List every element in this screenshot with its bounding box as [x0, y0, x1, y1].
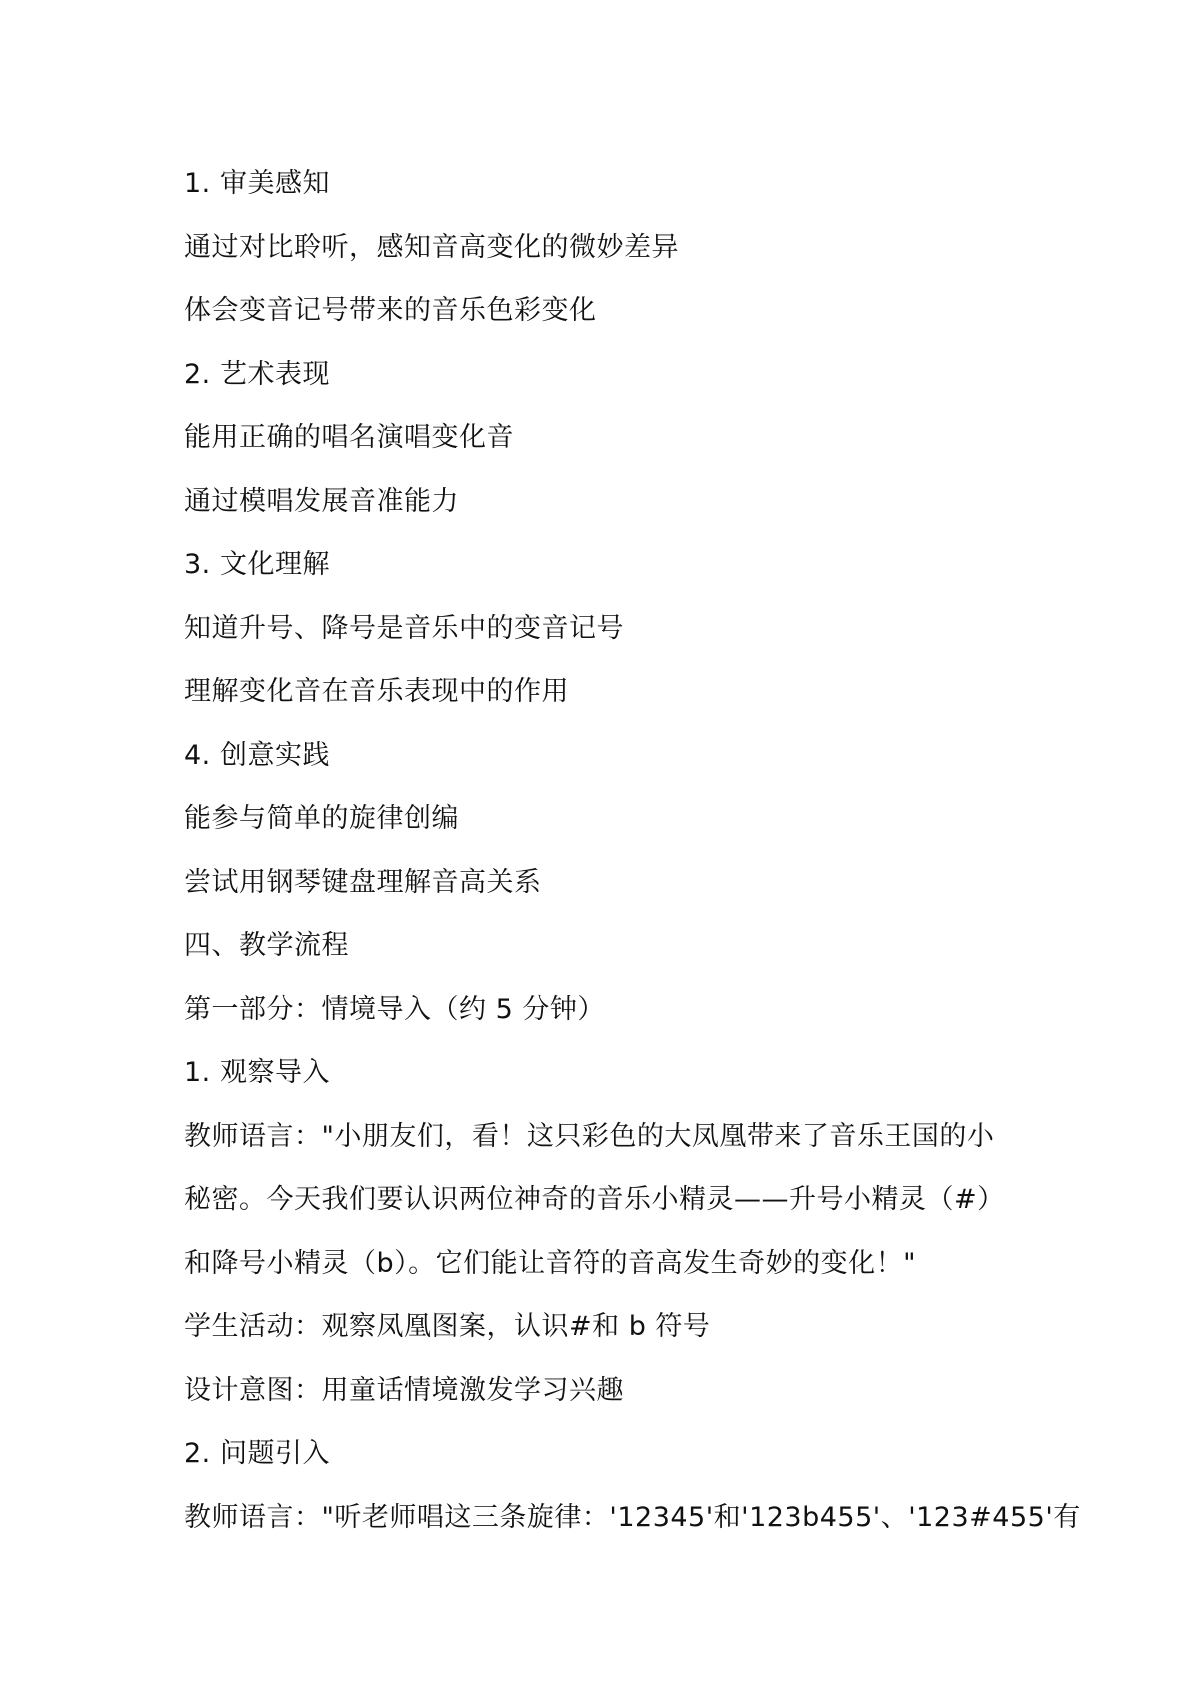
heading-number: 3.: [184, 549, 211, 580]
paragraph-line: 教师语言："小朋友们，看！这只彩色的大凤凰带来了音乐王国的小: [184, 1120, 995, 1152]
heading-text: 艺术表现: [220, 358, 330, 390]
heading-number: 4.: [184, 739, 211, 771]
heading-aesthetic-perception: [184, 152, 1064, 216]
paragraph-line: 尝试用钢琴键盘理解音高关系: [184, 866, 542, 898]
paragraph-line: 知道升号、降号是音乐中的变音记号: [184, 612, 624, 644]
heading-number: 2.: [184, 1438, 211, 1469]
heading-number: 1.: [184, 1057, 211, 1088]
paragraph-line: 教师语言："听老师唱这三条旋律：'12345'和'123b455'、'123#455'有: [184, 1501, 1081, 1533]
paragraph-line: 能用正确的唱名演唱变化音: [184, 422, 514, 453]
heading-text: 观察导入: [220, 1057, 330, 1088]
heading-question-intro: [184, 1422, 1064, 1486]
heading-text: 文化理解: [220, 549, 330, 580]
heading-creative-practice: [184, 724, 1064, 788]
heading-observation-intro: [184, 1041, 1064, 1105]
heading-number: 1.: [184, 168, 211, 199]
paragraph-line: 学生活动：观察凤凰图案，认识#和 b 符号: [184, 1311, 711, 1342]
subsection-heading-part-one: 第一部分：情境导入（约 5 分钟）: [184, 993, 605, 1025]
paragraph-line: 体会变音记号带来的音乐色彩变化: [184, 295, 597, 326]
paragraph-line: 秘密。今天我们要认识两位神奇的音乐小精灵——升号小精灵（#）: [184, 1184, 1005, 1215]
paragraph-line: 理解变化音在音乐表现中的作用: [184, 676, 569, 707]
paragraph-line: 和降号小精灵（b）。它们能让音符的音高发生奇妙的变化！": [184, 1247, 917, 1279]
heading-text: 问题引入: [220, 1438, 330, 1469]
paragraph-line: 通过对比聆听，感知音高变化的微妙差异: [184, 231, 679, 263]
paragraph-line: 设计意图：用童话情境激发学习兴趣: [184, 1374, 624, 1406]
heading-artistic-expression: [184, 343, 1064, 407]
heading-cultural-understanding: [184, 533, 1064, 597]
heading-text: 审美感知: [220, 168, 330, 199]
paragraph-line: 能参与简单的旋律创编: [184, 803, 459, 834]
section-heading-teaching-process: 四、教学流程: [184, 930, 349, 961]
paragraph-line: 通过模唱发展音准能力: [184, 485, 459, 517]
heading-number: 2.: [184, 358, 211, 390]
heading-text: 创意实践: [220, 739, 330, 771]
document-body: [184, 152, 1081, 1549]
